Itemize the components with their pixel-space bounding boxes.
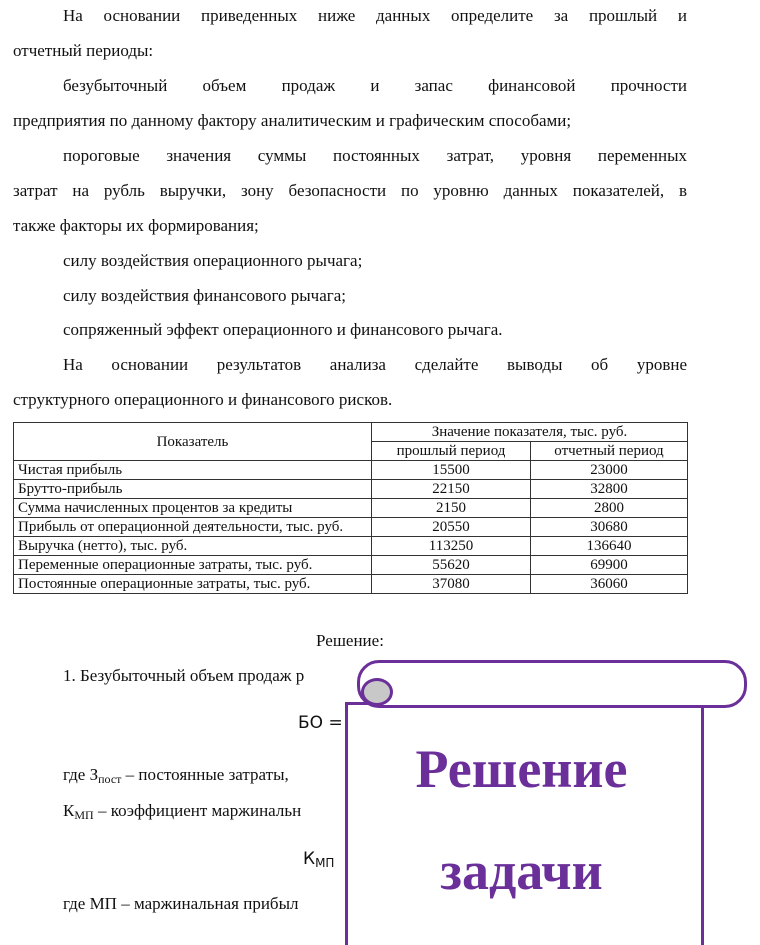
where-rest: – постоянные затраты, bbox=[121, 765, 289, 784]
row-current: 2800 bbox=[531, 499, 688, 518]
row-current: 30680 bbox=[531, 518, 688, 537]
paragraph-intro-line2: отчетный периоды: bbox=[13, 41, 154, 60]
paragraph-breakeven-line1: безубыточный объем продаж и запас финансовой прочности bbox=[63, 76, 687, 95]
header-past-period: прошлый период bbox=[372, 442, 531, 461]
row-current: 36060 bbox=[531, 575, 688, 594]
header-indicator: Показатель bbox=[14, 423, 372, 461]
banner-line1: Решение bbox=[415, 739, 628, 799]
kmp-main: К bbox=[63, 801, 75, 820]
paragraph-threshold-line1: пороговые значения суммы постоянных затрат, уровня переменных bbox=[63, 146, 687, 165]
paragraph-conclusions-line2: структурного операционного и финансового рисков. bbox=[13, 390, 393, 409]
kmp-rest: – коэффициент маржинальн bbox=[93, 801, 302, 820]
where-prefix: где З bbox=[63, 765, 99, 784]
row-label: Постоянные операционные затраты, тыс. руб. bbox=[14, 575, 372, 594]
row-label: Брутто-прибыль bbox=[14, 480, 372, 499]
scroll-curl-icon bbox=[361, 678, 393, 706]
formula-kmp bbox=[303, 849, 334, 870]
row-past: 22150 bbox=[372, 480, 531, 499]
paragraph-operating-leverage: силу воздействия операционного рычага; bbox=[63, 251, 363, 270]
row-current: 136640 bbox=[531, 537, 688, 556]
row-label: Прибыль от операционной деятельности, тыс. руб. bbox=[14, 518, 372, 537]
row-label: Чистая прибыль bbox=[14, 461, 372, 480]
row-past: 37080 bbox=[372, 575, 531, 594]
paragraph-intro-line1: На основании приведенных ниже данных определите за прошлый и bbox=[63, 6, 687, 25]
row-past: 15500 bbox=[372, 461, 531, 480]
header-value: Значение показателя, тыс. руб. bbox=[372, 423, 688, 442]
solution-step1: 1. Безубыточный объем продаж р bbox=[63, 666, 305, 685]
paragraph-financial-leverage: силу воздействия финансового рычага; bbox=[63, 286, 347, 305]
table-row bbox=[14, 499, 688, 518]
row-past: 113250 bbox=[372, 537, 531, 556]
solution-heading: Решение: bbox=[316, 631, 384, 650]
formula-breakeven: БО = bbox=[298, 713, 343, 733]
table-row bbox=[14, 537, 688, 556]
row-past: 55620 bbox=[372, 556, 531, 575]
row-past: 2150 bbox=[372, 499, 531, 518]
indicators-table bbox=[13, 422, 688, 594]
row-current: 69900 bbox=[531, 556, 688, 575]
row-label: Сумма начисленных процентов за кредиты bbox=[14, 499, 372, 518]
row-label: Переменные операционные затраты, тыс. руб. bbox=[14, 556, 372, 575]
table-row bbox=[14, 518, 688, 537]
paragraph-threshold-line3: также факторы их формирования; bbox=[13, 216, 259, 235]
row-label: Выручка (нетто), тыс. руб. bbox=[14, 537, 372, 556]
scroll-roll bbox=[357, 660, 747, 708]
paragraph-conclusions-line1: На основании результатов анализа сделайте выводы об уровне bbox=[63, 355, 687, 374]
solution-banner[interactable] bbox=[345, 660, 745, 930]
header-current-period: отчетный период bbox=[531, 442, 688, 461]
paragraph-combined-effect: сопряженный эффект операционного и финансового рычага. bbox=[63, 320, 503, 339]
formula-kmp-main: К bbox=[303, 849, 316, 869]
row-past: 20550 bbox=[372, 518, 531, 537]
banner-line2: задачи bbox=[440, 841, 603, 901]
where-subscript: пост bbox=[98, 772, 122, 786]
where-margin-coefficient bbox=[63, 801, 301, 823]
where-marginal-profit: где МП – маржинальная прибыл bbox=[63, 894, 299, 913]
table-row bbox=[14, 461, 688, 480]
kmp-sub: МП bbox=[74, 808, 94, 822]
table-row bbox=[14, 575, 688, 594]
paragraph-breakeven-line2: предприятия по данному фактору аналитическим и графическим способами; bbox=[13, 111, 572, 130]
where-fixed-costs bbox=[63, 765, 289, 787]
table-row bbox=[14, 556, 688, 575]
row-current: 23000 bbox=[531, 461, 688, 480]
paragraph-threshold-line2: затрат на рубль выручки, зону безопасности по уровню данных показателей, в bbox=[13, 181, 687, 200]
table-row bbox=[14, 480, 688, 499]
row-current: 32800 bbox=[531, 480, 688, 499]
formula-kmp-sub: МП bbox=[315, 856, 335, 870]
